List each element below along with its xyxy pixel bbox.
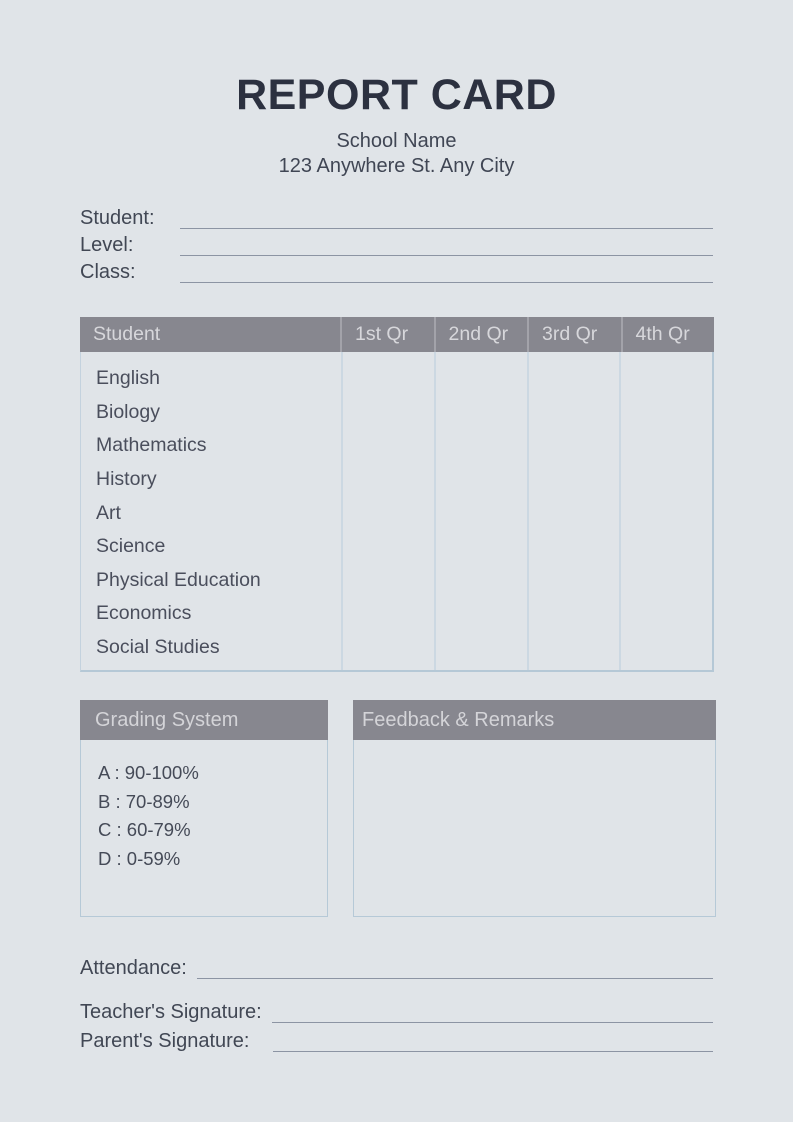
grading-system-header: Grading System [80, 700, 328, 740]
grades-table-column-header: Student [93, 323, 161, 345]
document-header [0, 71, 793, 179]
subject-row: Mathematics [96, 434, 207, 457]
attendance-fill-line[interactable] [197, 956, 713, 979]
attendance-label: Attendance: [80, 957, 187, 979]
quarter-1-grade-cells[interactable] [341, 352, 434, 670]
quarter-2-grade-cells[interactable] [434, 352, 527, 670]
student-field-row [80, 206, 713, 233]
feedback-remarks-box [353, 700, 716, 917]
student-fill-line[interactable] [180, 206, 713, 229]
grade-scale-line: D : 0-59% [98, 847, 181, 869]
school-address: 123 Anywhere St. Any City [278, 155, 515, 177]
parent-signature-row [80, 1029, 713, 1056]
grading-system-box [80, 700, 328, 917]
student-info-section [80, 206, 713, 287]
parent-signature-label: Parent's Signature: [80, 1030, 250, 1052]
page-title: REPORT CARD [236, 71, 557, 119]
attendance-field-row [80, 956, 713, 983]
grades-table-column-header: 1st Qr [340, 317, 434, 352]
grades-table-column-header: 3rd Qr [527, 317, 621, 352]
grades-table-column-header: 2nd Qr [434, 317, 528, 352]
grade-scale-line: A : 90-100% [98, 762, 199, 783]
feedback-content-area[interactable] [353, 740, 716, 917]
subject-row: Science [96, 535, 166, 558]
subject-row: Social Studies [96, 635, 220, 658]
subject-row: History [96, 467, 157, 490]
subject-row: Physical Education [96, 568, 261, 591]
quarter-4-grade-cells[interactable] [619, 352, 712, 670]
subject-row: Biology [96, 400, 160, 423]
grading-system-body [80, 740, 328, 917]
subjects-column [81, 352, 341, 670]
student-field-label: Student: [80, 207, 155, 229]
subject-row: Art [96, 501, 121, 524]
subject-row: English [96, 367, 160, 390]
level-fill-line[interactable] [180, 233, 713, 256]
grade-scale-line: B : 70-89% [98, 790, 190, 812]
feedback-remarks-header: Feedback & Remarks [353, 700, 716, 740]
class-field-row [80, 260, 713, 287]
grades-table-column-header: 4th Qr [621, 317, 715, 352]
subject-row: Economics [96, 602, 192, 625]
grades-table-body [80, 352, 714, 672]
grade-scale-line: C : 60-79% [98, 819, 191, 840]
grades-table-header [80, 317, 714, 352]
teacher-signature-label: Teacher's Signature: [80, 1001, 262, 1023]
quarter-3-grade-cells[interactable] [527, 352, 620, 670]
teacher-signature-line[interactable] [272, 1000, 713, 1023]
level-field-row [80, 233, 713, 260]
school-name: School Name [336, 130, 457, 152]
grades-table [80, 317, 714, 672]
level-field-label: Level: [80, 234, 134, 256]
class-fill-line[interactable] [180, 260, 713, 283]
teacher-signature-row [80, 1000, 713, 1027]
class-field-label: Class: [80, 261, 136, 283]
parent-signature-line[interactable] [273, 1029, 713, 1052]
